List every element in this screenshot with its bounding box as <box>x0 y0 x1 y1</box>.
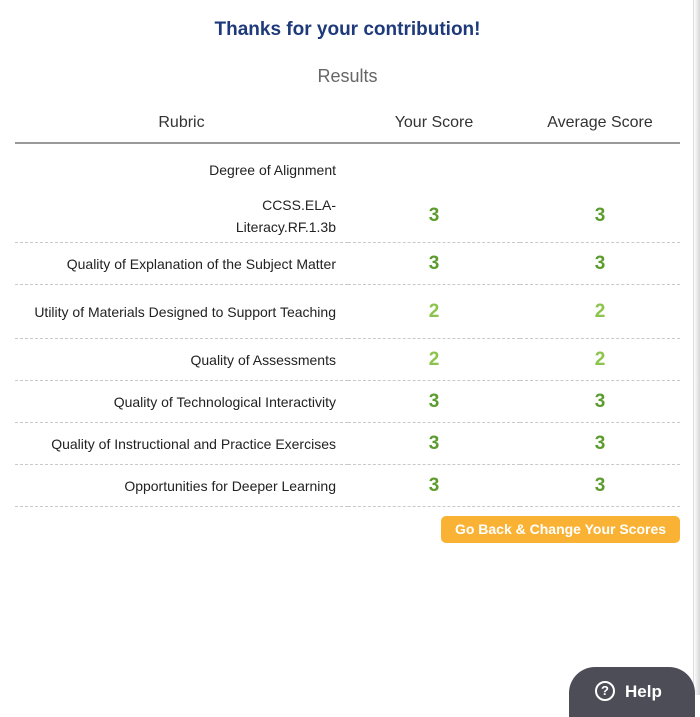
column-header-average-score: Average Score <box>520 104 680 143</box>
your-score: 3 <box>348 381 520 423</box>
table-row <box>15 243 680 285</box>
question-mark-icon: ? <box>595 681 615 701</box>
average-score: 3 <box>520 243 680 285</box>
your-score: 3 <box>348 243 520 285</box>
rubric-name: Utility of Materials Designed to Support Teaching <box>15 285 348 339</box>
average-score: 3 <box>520 423 680 465</box>
help-button[interactable] <box>569 667 695 717</box>
table-row <box>15 465 680 507</box>
your-score: 2 <box>348 285 520 339</box>
average-score: 3 <box>520 381 680 423</box>
average-score: 2 <box>520 339 680 381</box>
rubric-name-line: Literacy.RF.1.3b <box>235 219 336 235</box>
average-score: 3 <box>520 465 680 507</box>
your-score: 3 <box>348 423 520 465</box>
rubric-name: Quality of Assessments <box>15 339 348 381</box>
results-subtitle: Results <box>317 66 378 86</box>
column-header-your-score: Your Score <box>348 104 520 143</box>
scrollbar-track <box>693 0 700 695</box>
rubric-name <box>15 190 348 243</box>
empty-cell <box>348 143 520 190</box>
table-row <box>15 285 680 339</box>
empty-cell <box>520 143 680 190</box>
average-score: 2 <box>520 285 680 339</box>
table-header-row <box>15 104 680 143</box>
rubric-group-label: Degree of Alignment <box>209 162 336 178</box>
rubric-name: Quality of Instructional and Practice Exercises <box>15 423 348 465</box>
rubric-name-line: CCSS.ELA- <box>262 197 336 213</box>
go-back-change-scores-button[interactable]: Go Back & Change Your Scores <box>441 516 680 543</box>
column-header-rubric: Rubric <box>15 104 348 143</box>
rubric-name: Opportunities for Deeper Learning <box>15 465 348 507</box>
table-row <box>15 339 680 381</box>
rubric-group-row <box>15 143 680 190</box>
table-row <box>15 381 680 423</box>
your-score: 3 <box>348 465 520 507</box>
your-score: 3 <box>348 190 520 243</box>
page-title: Thanks for your contribution! <box>214 19 481 40</box>
rubric-name: Quality of Technological Interactivity <box>15 381 348 423</box>
table-row <box>15 423 680 465</box>
table-row <box>15 190 680 243</box>
average-score: 3 <box>520 190 680 243</box>
help-label: Help <box>625 682 662 701</box>
your-score: 2 <box>348 339 520 381</box>
rubric-name: Quality of Explanation of the Subject Matter <box>15 243 348 285</box>
results-table <box>15 104 680 507</box>
